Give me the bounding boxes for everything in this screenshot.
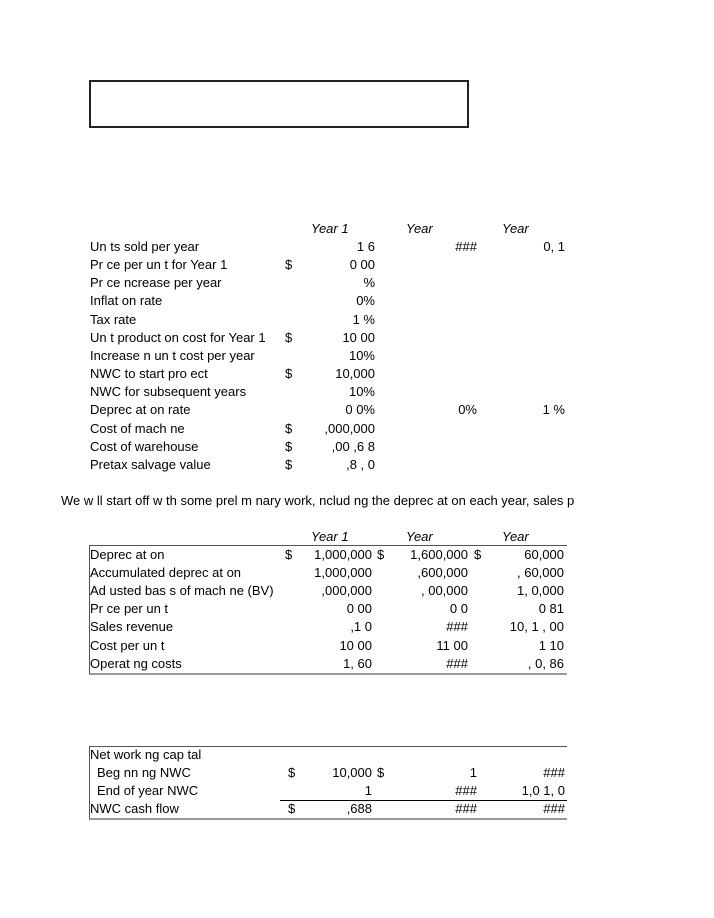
- input-row-dollar: $: [285, 457, 293, 472]
- schedule-row-label: Cost per un t: [90, 638, 165, 653]
- schedule-row-year1: 0 00: [346, 601, 372, 616]
- schedule-row-year2: ###: [446, 656, 468, 671]
- input-row-year1: ,00 ,6 8: [331, 439, 375, 454]
- schedule-row-year3: , 0, 86: [527, 656, 564, 671]
- schedule-row-label: Operat ng costs: [90, 656, 182, 671]
- nwc-row-label: End of year NWC: [97, 783, 199, 798]
- input-row-year2: 0%: [458, 402, 477, 417]
- nwc-row-dollar: $: [288, 765, 296, 780]
- input-row-label: Inflat on rate: [90, 293, 163, 308]
- nwc-row-label: Beg nn ng NWC: [97, 765, 191, 780]
- input-row-label: NWC to start pro ect: [90, 366, 208, 381]
- input-row-label: Cost of warehouse: [90, 439, 199, 454]
- schedule-row-year1: 1,000,000: [314, 565, 372, 580]
- input-row-year1: 10,000: [335, 366, 375, 381]
- schedule-row-label: Pr ce per un t: [90, 601, 169, 616]
- nwc-sum-line: [280, 800, 567, 801]
- schedule-row-year1: 1,000,000: [314, 547, 372, 562]
- schedule-row-year3: 1, 0,000: [517, 583, 564, 598]
- input-row-dollar: $: [285, 439, 293, 454]
- schedule-row-label: Deprec at on: [90, 547, 165, 562]
- schedule-row-year3: 1 10: [538, 638, 564, 653]
- nwc-row-year3: ###: [543, 801, 565, 816]
- input-row-dollar: $: [285, 257, 293, 272]
- input-row-label: Deprec at on rate: [90, 402, 191, 417]
- schedule-row-year2: ,600,000: [417, 565, 468, 580]
- input-row-dollar: $: [285, 330, 293, 345]
- input-row-year1: %: [363, 275, 375, 290]
- input-row-year1: 1 6: [356, 239, 375, 254]
- input-row-label: Cost of mach ne: [90, 421, 185, 436]
- input-row-label: Un ts sold per year: [90, 239, 200, 254]
- input-row-year1: 10%: [348, 348, 375, 363]
- input-row-year2: ###: [455, 239, 477, 254]
- schedule-row-year2: 1,600,000: [410, 547, 468, 562]
- nwc-row-year2: ###: [455, 783, 477, 798]
- schedule-year-header-1: Year 1: [311, 529, 349, 544]
- schedule-row-year1: 10 00: [339, 638, 372, 653]
- inputs-year-header-2: Year: [406, 221, 433, 236]
- input-row-year1: 10 00: [342, 330, 375, 345]
- schedule-row-year2: 11 00: [436, 638, 468, 653]
- nwc-row-label: NWC cash flow: [90, 801, 179, 816]
- input-row-label: Increase n un t cost per year: [90, 348, 255, 363]
- input-row-year1: 0 00: [349, 257, 375, 272]
- schedule-row-year1: ,1 0: [350, 619, 372, 634]
- input-row-dollar: $: [285, 366, 293, 381]
- nwc-row-year1: ,688: [346, 801, 372, 816]
- schedule-row-year3: 10, 1 , 00: [509, 619, 564, 634]
- input-row-year1: ,8 , 0: [346, 457, 375, 472]
- schedule-row-year2: , 00,000: [421, 583, 468, 598]
- input-row-year3: 1 %: [542, 402, 565, 417]
- schedule-year-header-3: Year: [502, 529, 529, 544]
- input-row-label: Pr ce per un t for Year 1: [90, 257, 228, 272]
- input-row-label: Un t product on cost for Year 1: [90, 330, 266, 345]
- schedule-row-label: Ad usted bas s of mach ne (BV): [90, 583, 274, 598]
- intro-note: We w ll start off w th some prel m nary work, nclud ng the deprec at on each year, sales p: [61, 493, 575, 508]
- title-box: [89, 80, 469, 128]
- input-row-dollar: $: [285, 421, 293, 436]
- schedule-row-dollar3: $: [474, 547, 482, 562]
- input-row-label: Pr ce ncrease per year: [90, 275, 222, 290]
- inputs-year-header-3: Year: [502, 221, 529, 236]
- input-row-year1: 10%: [348, 384, 375, 399]
- schedule-row-year3: 60,000: [524, 547, 564, 562]
- input-row-year1: 0 0%: [345, 402, 375, 417]
- nwc-row-year3: ###: [543, 765, 565, 780]
- schedule-row-dollar2: $: [377, 547, 385, 562]
- nwc-row-dollar: $: [288, 801, 296, 816]
- schedule-year-header-2: Year: [406, 529, 433, 544]
- nwc-row-year2: 1: [469, 765, 477, 780]
- nwc-row-dollar2: $: [377, 765, 385, 780]
- input-row-label: Tax rate: [90, 312, 137, 327]
- input-row-year1: 0%: [356, 293, 375, 308]
- schedule-row-year3: , 60,000: [517, 565, 564, 580]
- nwc-row-label: Net work ng cap tal: [90, 747, 202, 762]
- schedule-row-year1: ,000,000: [321, 583, 372, 598]
- nwc-row-year1: 1: [364, 783, 372, 798]
- nwc-row-year2: ###: [455, 801, 477, 816]
- schedule-row-year1: 1, 60: [343, 656, 372, 671]
- schedule-row-label: Sales revenue: [90, 619, 174, 634]
- schedule-row-year2: 0 0: [449, 601, 468, 616]
- input-row-label: Pretax salvage value: [90, 457, 211, 472]
- schedule-row-year3: 0 81: [538, 601, 564, 616]
- nwc-row-year3: 1,0 1, 0: [521, 783, 565, 798]
- inputs-year-header-1: Year 1: [311, 221, 349, 236]
- input-row-year1: 1 %: [352, 312, 375, 327]
- schedule-row-year2: ###: [446, 619, 468, 634]
- schedule-row-dollar: $: [285, 547, 293, 562]
- input-row-label: NWC for subsequent years: [90, 384, 247, 399]
- nwc-row-year1: 10,000: [332, 765, 372, 780]
- schedule-row-label: Accumulated deprec at on: [90, 565, 242, 580]
- input-row-year1: ,000,000: [324, 421, 375, 436]
- input-row-year3: 0, 1: [543, 239, 565, 254]
